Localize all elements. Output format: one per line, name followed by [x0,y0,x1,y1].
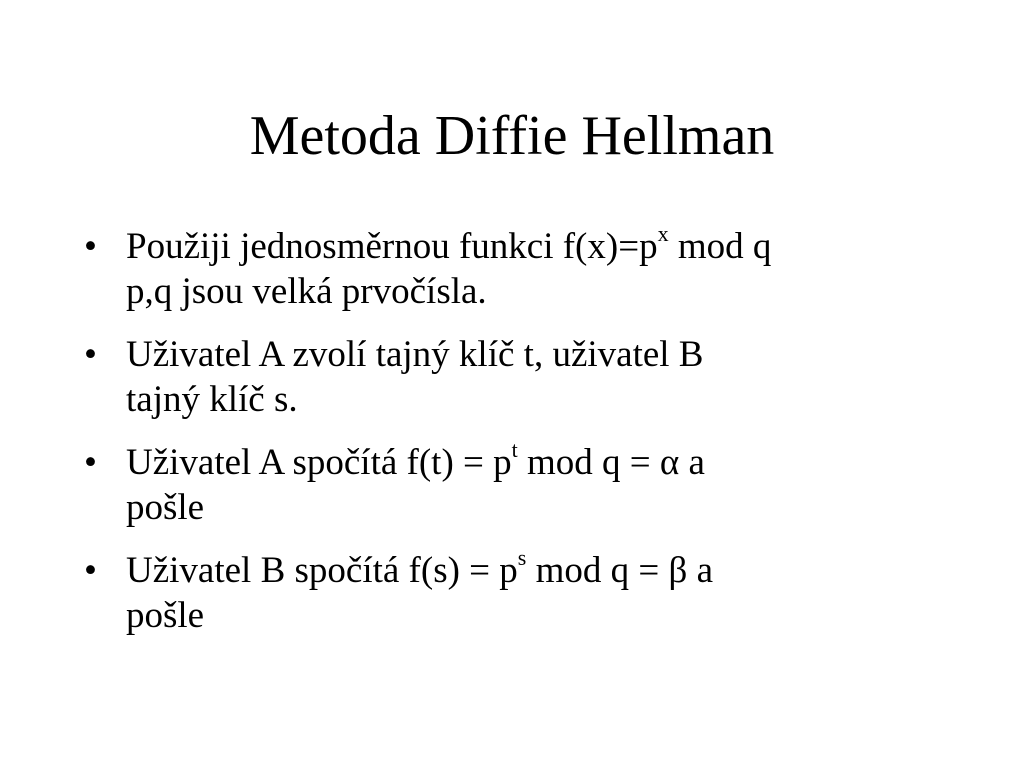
bullet-3-text-a: Uživatel A spočítá f(t) = p [126,442,512,483]
bullet-1-text-a: Použiji jednosměrnou funkci f(x)=p [126,226,658,267]
bullet-4-line-1 [126,544,944,593]
slide-title: Metoda Diffie Hellman [249,105,775,167]
bullet-4-text-b: mod q = β a [526,550,714,591]
bullet-1-line-2: p,q jsou velká prvočísla. [126,271,487,312]
bullet-3-line-1 [126,436,944,485]
bullet-1-text-b: mod q [668,226,772,267]
bullet-item-3 [84,436,944,530]
bullet-dot-icon: • [84,442,97,483]
bullet-4-superscript: s [517,544,527,570]
bullet-3-line-2: pošle [126,487,205,528]
bullet-3-superscript: t [511,436,518,462]
bullet-dot-icon: • [84,334,97,375]
bullet-dot-icon: • [84,550,97,591]
bullet-dot-icon: • [84,226,97,267]
bullet-2-line-2: tajný klíč s. [126,379,298,420]
bullet-1-line-1 [126,220,944,269]
bullet-item-1 [84,220,944,314]
bullet-2-line-1: Uživatel A zvolí tajný klíč t, uživatel B [126,334,704,375]
bullet-1-superscript: x [657,220,669,246]
bullet-item-2 [84,332,944,422]
bullet-list [84,220,944,656]
bullet-item-4 [84,544,944,638]
bullet-4-text-a: Uživatel B spočítá f(s) = p [126,550,518,591]
bullet-4-line-2: pošle [126,595,205,636]
bullet-3-text-b: mod q = α a [517,442,705,483]
